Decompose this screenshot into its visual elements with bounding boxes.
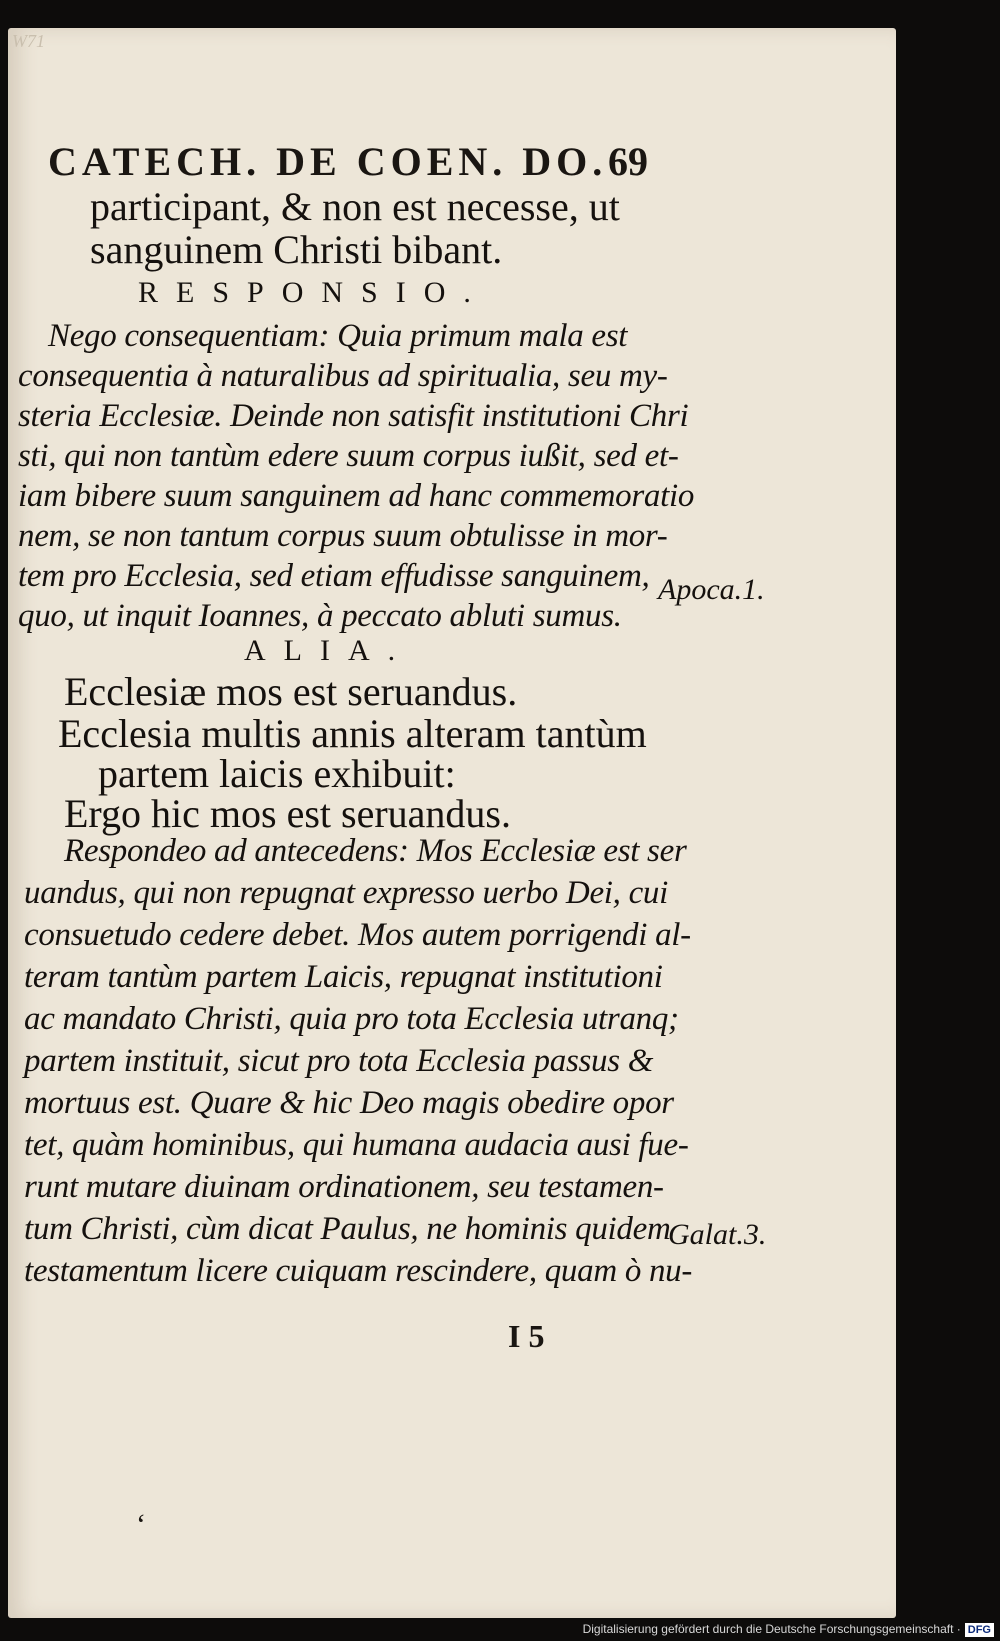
stray-ink-mark: ʻ [136,1508,146,1541]
digitization-footer [583,1619,994,1639]
text-line: tet, quàm hominibus, qui humana audacia ausi fue- [24,1127,689,1163]
text-line: uandus, qui non repugnat expresso uerbo Dei, cui [24,875,668,911]
folio-number: 69 [608,139,648,184]
text-line: tem pro Ecclesia, sed etiam effudisse sanguinem, [18,558,650,594]
text-line: teram tantùm partem Laicis, repugnat institutioni [24,959,663,995]
footer-text: Digitalisierung gefördert durch die Deutsche Forschungsgemeinschaft · [582,1622,961,1636]
text-line: Ecclesia multis annis alteram tantùm [58,711,647,756]
book-page [8,28,896,1618]
margin-note: Galat.3. [668,1218,767,1251]
text-line: partem instituit, sicut pro tota Ecclesia passus & [24,1043,654,1079]
section-heading: RESPONSIO. [138,276,489,309]
text-line: Ergo hic mos est seruandus. [64,791,511,836]
text-line: steria Ecclesiæ. Deinde non satisfit institutioni Chri [18,398,689,434]
text-line: consuetudo cedere debet. Mos autem porrigendi al- [24,917,691,953]
text-line: tum Christi, cùm dicat Paulus, ne hominis quidem [24,1211,671,1247]
text-line: quo, ut inquit Ioannes, à peccato abluti sumus. [18,598,622,634]
text-line: Nego consequentiam: Quia primum mala est [48,318,628,354]
corner-mark: W71 [12,31,45,51]
dfg-logo: DFG [965,1623,994,1637]
running-head-title: CATECH. DE COEN. DO. [48,139,608,184]
running-head [48,138,668,185]
text-line: runt mutare diuinam ordinationem, seu testamen- [24,1169,664,1205]
text-line: Ecclesiæ mos est seruandus. [64,669,518,714]
text-line: ac mandato Christi, quia pro tota Ecclesia utranq; [24,1001,679,1037]
text-line: partem laicis exhibuit: [98,751,456,796]
text-line: consequentia à naturalibus ad spiritualia, seu my- [18,358,668,394]
text-line: iam bibere suum sanguinem ad hanc commemoratio [18,478,695,514]
text-line: mortuus est. Quare & hic Deo magis obedire opor [24,1085,674,1121]
text-line: participant, & non est necesse, ut [90,184,620,229]
margin-note: Apoca.1. [658,573,765,606]
section-heading: ALIA. [244,634,414,667]
signature-mark: I 5 [508,1318,545,1354]
text-line: testamentum licere cuiquam rescindere, quam ò nu- [24,1253,693,1289]
text-line: sanguinem Christi bibant. [90,227,503,272]
text-line: sti, qui non tantùm edere suum corpus iußit, sed et- [18,438,679,474]
text-line: nem, se non tantum corpus suum obtulisse in mor- [18,518,668,554]
text-line: Respondeo ad antecedens: Mos Ecclesiæ est ser [64,833,687,869]
